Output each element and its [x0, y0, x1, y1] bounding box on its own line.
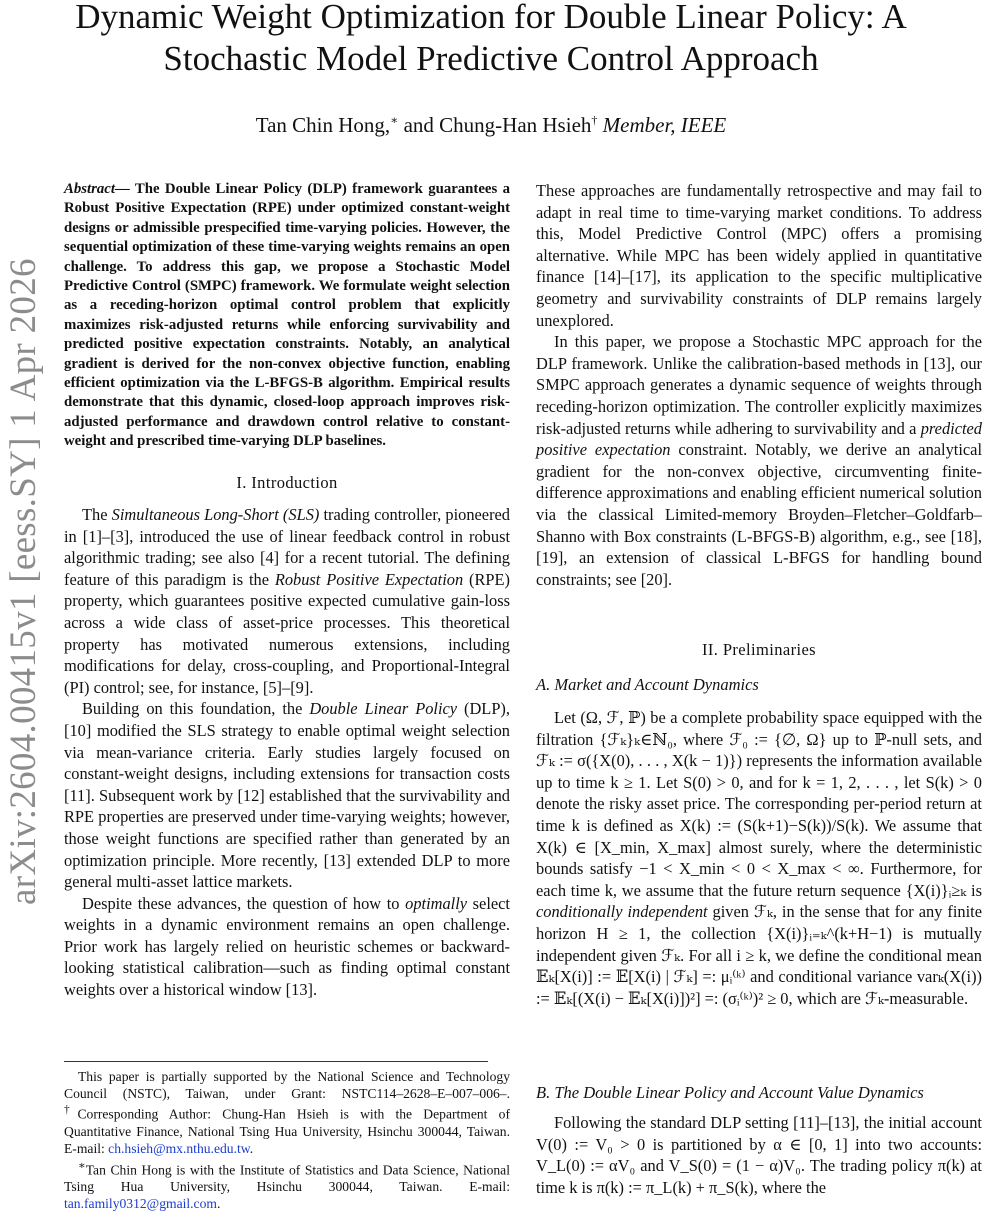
- text-span: . We assume that: [864, 815, 982, 835]
- text-span: into two accounts:: [847, 1134, 982, 1154]
- email-link-corresponding[interactable]: ch.hsieh@mx.nthu.edu.tw: [108, 1141, 250, 1157]
- text-span: Let: [554, 708, 581, 727]
- math-inline: π(k) := π_L(k) + π_S(k): [596, 1177, 754, 1197]
- text-span: select weights in a dynamic environment remains an open challenge. Prior work has largely relied on heuristic schemes or backward-looking statistical calibration—such as finding optimal constant weights over a historical window [13].: [64, 893, 510, 1000]
- abstract: [64, 180, 510, 452]
- text-span: up to ℙ-null sets, and: [826, 729, 982, 749]
- text-span: , in the sense that for any finite horizon: [536, 902, 982, 943]
- math-inline: ℱ₀ := {∅, Ω}: [729, 729, 827, 749]
- footnote-author-1: [64, 1158, 510, 1213]
- text-span: . For all: [680, 945, 737, 965]
- text-span: and conditional variance: [745, 967, 917, 987]
- text-span: Despite these advances, the question of how to: [82, 893, 406, 913]
- footnote-rule: [64, 1061, 488, 1062]
- author-line: [40, 106, 942, 139]
- paper-title: Dynamic Weight Optimization for Double Linear Policy: A Stochastic Model Predictive Control Approach: [75, 0, 907, 78]
- math-inline: S(0) > 0: [683, 772, 740, 792]
- math-inline: k: [569, 1177, 578, 1197]
- text-span: , where the: [753, 1177, 827, 1197]
- author-1-mark: ∗: [390, 113, 399, 127]
- text-span: is defined as: [579, 815, 680, 835]
- text-span: , and for: [739, 772, 803, 792]
- emphasis-rpe: Robust Positive Expectation: [274, 569, 464, 589]
- math-inline: k: [571, 815, 580, 835]
- text-span: given: [707, 902, 754, 922]
- emphasis-sls: Simultaneous Long-Short (SLS): [111, 505, 320, 524]
- text-span: , we define the conditional mean: [766, 945, 982, 965]
- math-inline: X(k) := (S(k+1)−S(k))/S(k): [679, 815, 865, 835]
- text-span: and: [635, 1156, 669, 1176]
- math-inline: {X(i)}ᵢ₌ₖ^(k+H−1): [766, 923, 892, 943]
- abstract-text: The Double Linear Policy (DLP) framework guarantees a Robust Positive Expectation (RPE) under optimized constant-weight designs or admissible prespecified time-varying policies. However, the sequential optimization of these time-varying weights remains an open challenge. To address this gap, we propose a Stochastic Model Predictive Control (SMPC) framework. We formulate weight selection as a receding-horizon optimal control problem that explicitly maximizes risk-adjusted returns while enforcing survivability and predicted positive expectation constraints. Notably, an analytical gradient is derived for the non-convex objective function, enabling efficient optimization via the L-BFGS-B algorithm. Empirical results demonstrate that this dynamic, closed-loop approach improves risk-adjusted performance and drawdown control relative to constant-weight and prescribed time-varying DLP baselines.: [64, 181, 510, 450]
- text-span: at time: [536, 1156, 982, 1197]
- math-inline: ℱₖ: [864, 988, 884, 1008]
- math-inline: X(k) ∈ [X_min, X_max]: [536, 837, 712, 857]
- math-inline: k ≥ 1: [610, 772, 647, 792]
- dlp-body: [536, 1112, 982, 1198]
- math-inline: k: [604, 880, 613, 900]
- author-membership: Member, IEEE: [602, 113, 727, 137]
- emphasis-dlp: Double Linear Policy: [309, 699, 458, 719]
- text-span: (DLP), [10] modified the SLS strategy to enable optimal weight selection via mean-variance criteria. Early studies largely focused on constant-weight designs, including extensions for transaction costs [11]. Subsequent work by [12] established that the survivability and RPE properties are preserved under time-varying weights; however, those weight functions are specified rather than generated by an optimization principle. More recently, [13] extended DLP to more general multi-asset lattice markets.: [64, 699, 510, 892]
- abstract-label: Abstract—: [64, 181, 130, 197]
- math-inline: π(k): [937, 1156, 966, 1176]
- math-inline: V_S(0) = (1 − α)V₀: [668, 1156, 801, 1176]
- intro-paragraph-5: [536, 331, 982, 590]
- intro-right-column: [536, 180, 982, 590]
- arxiv-stamp: arXiv:2604.00415v1 [eess.SY] 1 Apr 2026: [3, 258, 44, 905]
- text-span: be a complete probability space equipped with the filtration: [536, 708, 982, 749]
- author-1: Tan Chin Hong,: [255, 113, 391, 137]
- math-inline: ℱₖ: [753, 902, 773, 922]
- text-span: Corresponding Author: Chung-Han Hsieh is with the Department of Quantitative Finance, National Tsing Hua University, Hsinchu 300044, Taiwan. E-mail:: [64, 1106, 510, 1157]
- text-span: is partitioned by: [645, 1134, 774, 1154]
- math-inline: ℱₖ := σ({X(0), . . . , X(k − 1)}): [536, 751, 743, 771]
- section-heading-introduction: I. Introduction: [236, 473, 338, 492]
- math-inline: α ∈ [0, 1]: [773, 1134, 848, 1154]
- intro-left-column: [64, 504, 510, 1001]
- text-span: is: [966, 880, 982, 900]
- emphasis-optimally: optimally: [405, 893, 468, 913]
- text-span: . Furthermore, for each time: [536, 859, 982, 900]
- text-span: The: [82, 505, 112, 524]
- math-inline: ℱₖ: [661, 945, 681, 965]
- text-span: (RPE) property, which guarantees positive expected cumulative gain-loss across a wide class of asset-price processes. This theoretical property has motivated numerous extensions, including modifications for delay, cross-coupling, and Proportional-Integral (PI) control; see, for instance, [5]–[9].: [64, 569, 510, 697]
- footnote-mark: †: [64, 1104, 78, 1117]
- intro-paragraph-2: [64, 698, 510, 892]
- text-span: . Let: [646, 772, 684, 792]
- text-span: denote the risky asset price. The corresponding per-period return at time: [536, 794, 982, 835]
- intro-paragraph-1: [64, 504, 510, 698]
- text-span: is: [577, 1177, 597, 1197]
- author-conjunction: and: [403, 113, 434, 137]
- footnote-funding: [64, 1068, 510, 1158]
- section-heading-preliminaries: II. Preliminaries: [701, 640, 817, 659]
- text-span: -measurable.: [883, 988, 969, 1008]
- math-inline: (Ω, ℱ, ℙ): [580, 708, 646, 727]
- text-span: , the collection: [646, 923, 767, 943]
- emphasis-conditionally-independent: conditionally independent: [536, 902, 708, 922]
- text-span: .: [249, 1141, 254, 1157]
- text-span: .: [216, 1196, 221, 1212]
- text-span: almost surely, where the deterministic bounds satisfy: [536, 837, 982, 879]
- text-span: is mutually independent given: [536, 923, 982, 965]
- math-inline: {X(i)}ᵢ≥ₖ: [905, 880, 967, 900]
- text-span: In this paper, we propose a Stochastic MPC approach for the DLP framework. Unlike the calibration-based methods in [13], our SMPC approach generates a dynamic sequence of weights through receding-horizon optimization. The controller explicitly maximizes risk-adjusted returns while adhering to survivability and a: [536, 332, 982, 438]
- market-dynamics-body: [536, 707, 982, 1009]
- math-inline: 𝔼ₖ[X(i)] := 𝔼[X(i) | ℱₖ] =: μᵢ⁽ᵏ⁾: [536, 967, 746, 987]
- text-span: Tan Chin Hong is with the Institute of Statistics and Data Science, National Tsing Hua University, Hsinchu 300044, Taiwan. E-mail:: [64, 1162, 510, 1195]
- market-paragraph: [536, 707, 982, 1009]
- text-span: Building on this foundation, the: [82, 699, 310, 719]
- text-span: let: [898, 772, 926, 792]
- math-inline: −1 < X_min < 0 < X_max < ∞: [639, 859, 860, 879]
- subsection-heading-dlp: B. The Double Linear Policy and Account Value Dynamics: [536, 1083, 924, 1102]
- subsection-heading-market: A. Market and Account Dynamics: [536, 675, 759, 694]
- emphasis-ppe: predicted positive expectation: [536, 418, 982, 460]
- text-span: This paper is partially supported by the National Science and Technology Council (NSTC), Taiwan, under Grant: NSTC114–2628–E–007–006–.: [64, 1069, 510, 1102]
- text-span: . The trading policy: [800, 1156, 938, 1176]
- text-span: trading controller, pioneered in [1]–[3], introduced the use of linear feedback control in robust algorithmic trading; see also [4] for a recent tutorial. The defining feature of this paradigm is the: [64, 505, 510, 589]
- text-span: represents the information available up to time: [536, 751, 982, 792]
- email-link-author-1[interactable]: tan.family0312@gmail.com: [64, 1196, 217, 1212]
- math-inline: H ≥ 1: [596, 923, 647, 943]
- math-inline: i ≥ k: [736, 945, 767, 965]
- math-inline: varₖ(X(i)) := 𝔼ₖ[(X(i) − 𝔼ₖ[X(i)])²] =: (σᵢ⁽ᵏ⁾)² ≥ 0: [536, 967, 982, 1008]
- math-inline: k = 1, 2, . . . ,: [802, 772, 899, 792]
- author-2-mark: †: [591, 113, 598, 127]
- math-inline: V(0) := V₀ > 0: [536, 1134, 646, 1154]
- text-span: , we assume that the future return sequence: [612, 880, 906, 900]
- intro-paragraph-4: These approaches are fundamentally retrospective and may fail to adapt in real time to time-varying market conditions. To address this, Model Predictive Control (MPC) offers a promising alternative. While MPC has been widely applied in quantitative finance [14]–[17], its application to the specific multiplicative geometry and survivability constraints of DLP remains largely unexplored.: [536, 181, 982, 330]
- text-span: constraint. Notably, we derive an analytical gradient for the non-convex objective, circumventing finite-difference approximations and enabling efficient numerical solution via the classical Limited-memory Broyden–Fletcher–Goldfarb–Shanno with Box constraints (L-BFGS-B) algorithm, e.g., see [18], [19], an extension of classical L-BFGS for handling bound constraints; see [20].: [536, 440, 982, 589]
- footnote-mark: ∗: [78, 1159, 86, 1172]
- author-2: Chung-Han Hsieh: [439, 113, 592, 137]
- math-inline: {ℱₖ}ₖ∈ℕ₀: [599, 729, 673, 749]
- math-inline: S(k) > 0: [925, 772, 982, 792]
- dlp-paragraph: [536, 1112, 982, 1198]
- text-span: Following the standard DLP setting [11]–[13], the initial account: [554, 1113, 982, 1132]
- text-span: , where: [672, 729, 730, 749]
- math-inline: V_L(0) := αV₀: [536, 1156, 636, 1176]
- text-span: , which are: [788, 988, 865, 1008]
- intro-paragraph-3: [64, 893, 510, 1001]
- footnotes: [64, 1068, 510, 1213]
